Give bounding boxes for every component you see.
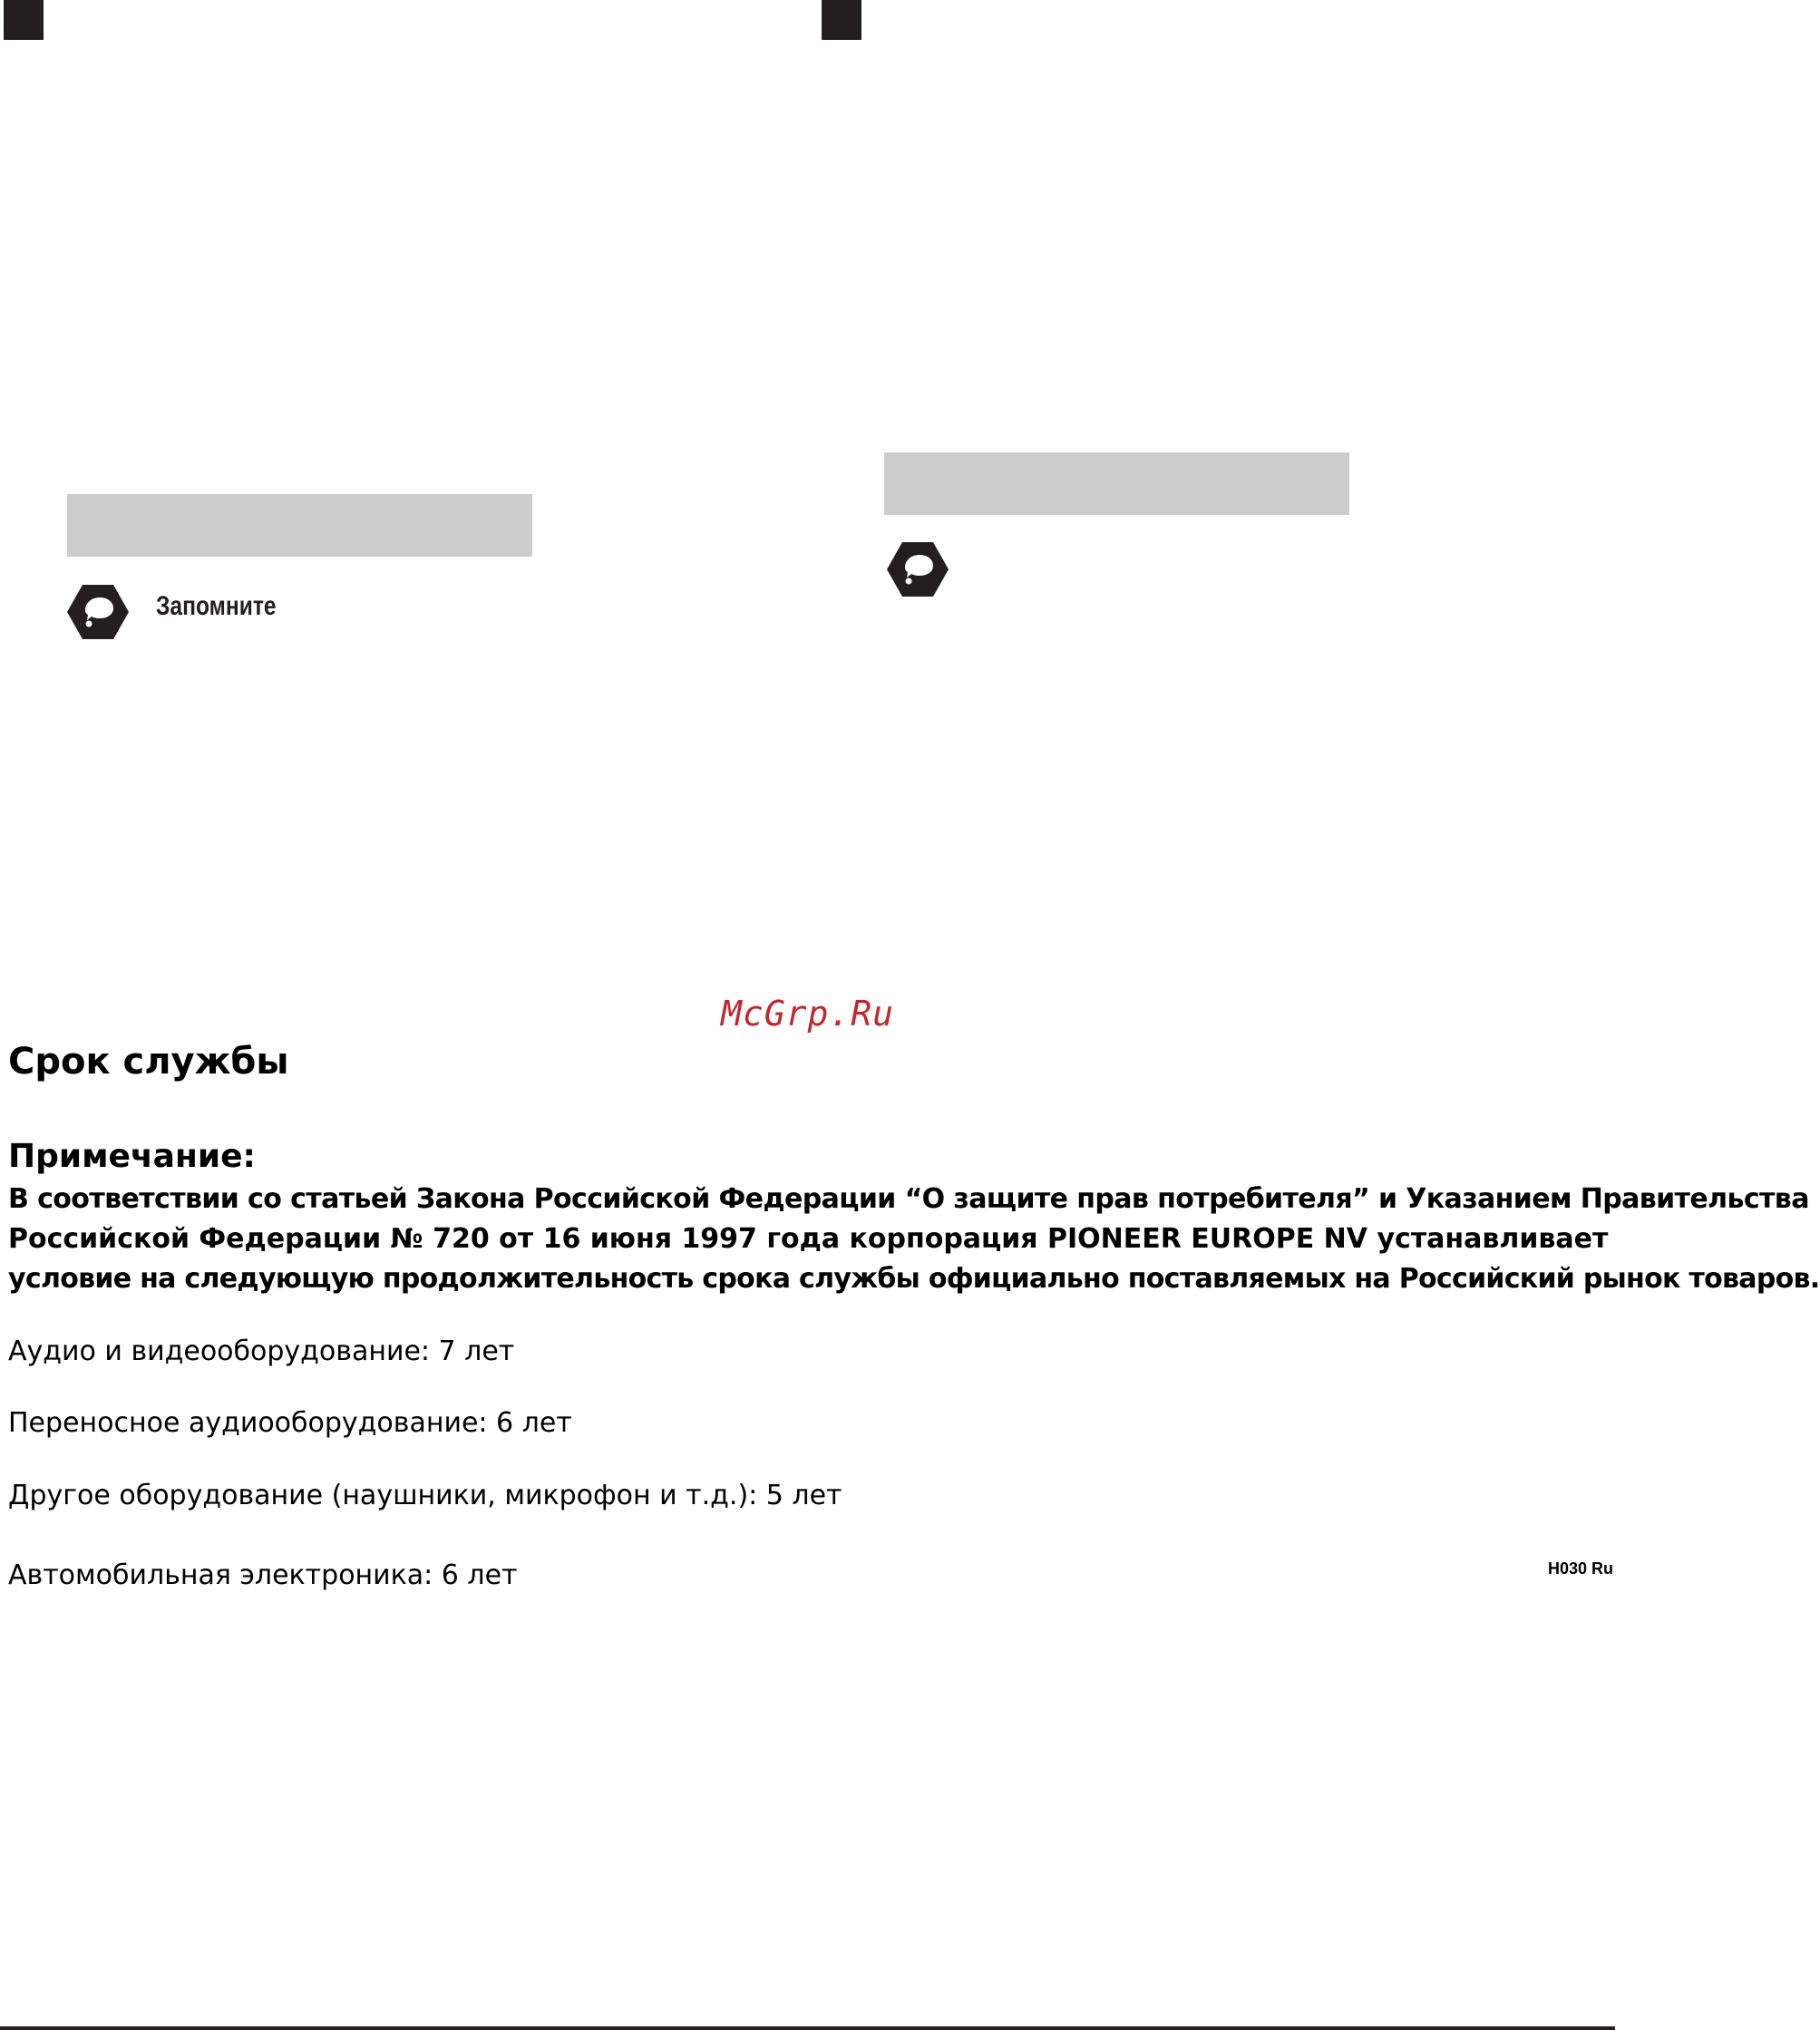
service-life-item: Аудио и видеооборудование: 7 лет: [8, 1336, 515, 1367]
note-line: условие на следующую продолжительность срока службы официально поставляемых на Российский рынок товаров.: [8, 1263, 1820, 1295]
corner-mark-right: [822, 0, 861, 40]
note-line: В соответствии со статьей Закона Российской Федерации “О защите прав потребителя” и Указанием Правительства: [8, 1183, 1809, 1215]
note-line: Российской Федерации № 720 от 16 июня 1997 года корпорация PIONEER EUROPE NV устанавливает: [8, 1223, 1609, 1255]
corner-mark-left: [4, 0, 44, 40]
watermark: McGrp.Ru: [721, 994, 895, 1034]
service-life-item: Другое оборудование (наушники, микрофон и т.д.): 5 лет: [8, 1480, 842, 1511]
section-title: Срок службы: [8, 1041, 289, 1083]
thought-bubble-hexagon-icon: [66, 583, 130, 641]
remember-label: Запомните: [156, 591, 277, 621]
gray-header-bar-left: [67, 494, 532, 557]
bottom-rule: [0, 2026, 1615, 2030]
gray-header-bar-right: [884, 452, 1349, 515]
service-life-item: Автомобильная электроника: 6 лет: [8, 1559, 518, 1591]
document-code: H030 Ru: [1548, 1559, 1614, 1578]
thought-bubble-hexagon-icon: [886, 540, 949, 598]
service-life-item: Переносное аудиооборудование: 6 лет: [8, 1407, 572, 1439]
note-heading: Примечание:: [8, 1138, 256, 1175]
